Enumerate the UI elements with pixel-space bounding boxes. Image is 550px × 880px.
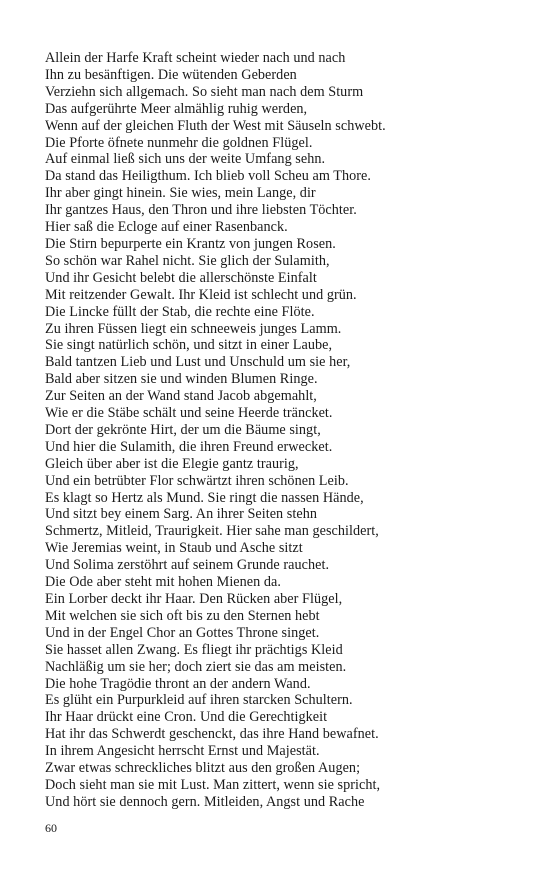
poem-line: Bald aber sitzen sie und winden Blumen Ringe. bbox=[45, 371, 318, 388]
poem-line: Verziehn sich allgemach. So sieht man nach dem Sturm bbox=[45, 83, 364, 100]
poem-line: Und in der Engel Chor an Gottes Throne singet. bbox=[45, 624, 320, 641]
poem-line: Auf einmal ließ sich uns der weite Umfang sehn. bbox=[45, 151, 326, 168]
poem-line: Gleich über aber ist die Elegie gantz traurig, bbox=[45, 455, 299, 472]
poem-line: Und hört sie dennoch gern. Mitleiden, Angst und Rache bbox=[45, 793, 365, 810]
poem-line: Zwar etwas schreckliches blitzt aus den großen Augen; bbox=[45, 760, 361, 777]
poem-line: Da stand das Heiligthum. Ich blieb voll Scheu am Thore. bbox=[45, 168, 371, 185]
poem-line: Zu ihren Füssen liegt ein schneeweis junges Lamm. bbox=[45, 320, 342, 337]
poem-line: Die Ode aber steht mit hohen Mienen da. bbox=[45, 574, 281, 591]
poem-line: So schön war Rahel nicht. Sie glich der Sulamith, bbox=[45, 252, 330, 269]
poem-line: Doch sieht man sie mit Lust. Man zittert, wenn sie spricht, bbox=[45, 776, 381, 793]
poem-line: Allein der Harfe Kraft scheint wieder nach und nach bbox=[45, 50, 346, 66]
poem-line: Sie singt natürlich schön, und sitzt in einer Laube, bbox=[45, 337, 333, 354]
poem-line: Nachläßig um sie her; doch ziert sie das am meisten. bbox=[45, 658, 347, 675]
poem-line: Hat ihr das Schwerdt geschenckt, das ihre Hand bewafnet. bbox=[45, 726, 379, 743]
poem-line: Die Lincke füllt der Stab, die rechte eine Flöte. bbox=[45, 303, 315, 320]
poem-line: Ihr aber gingt hinein. Sie wies, mein Lange, dir bbox=[45, 185, 316, 202]
poem-line: Die Pforte öfnete nunmehr die goldnen Flügel. bbox=[45, 134, 313, 151]
poem-line: Wie Jeremias weint, in Staub und Asche sitzt bbox=[45, 540, 303, 557]
poem-line: Mit welchen sie sich oft bis zu den Sternen hebt bbox=[45, 607, 320, 624]
poem-line: Und sitzt bey einem Sarg. An ihrer Seiten stehn bbox=[45, 506, 317, 523]
poem-line: Es klagt so Hertz als Mund. Sie ringt die nassen Hände, bbox=[45, 489, 364, 506]
poem-line: Ein Lorber deckt ihr Haar. Den Rücken aber Flügel, bbox=[45, 591, 343, 607]
poem-line: Ihn zu besänftigen. Die wütenden Geberden bbox=[45, 66, 297, 83]
poem-line: Bald tantzen Lieb und Lust und Unschuld um sie her, bbox=[45, 354, 351, 371]
poem-line: Und ihr Gesicht belebt die allerschönste Einfalt bbox=[45, 269, 317, 286]
poem-text bbox=[45, 50, 525, 811]
poem-line: Und ein betrübter Flor schwärtzt ihren schönen Leib. bbox=[45, 472, 349, 489]
poem-line: Schmertz, Mitleid, Traurigkeit. Hier sahe man geschildert, bbox=[45, 523, 379, 540]
poem-line: Die Stirn bepurperte ein Krantz von jungen Rosen. bbox=[45, 235, 336, 252]
poem-line: Wenn auf der gleichen Fluth der West mit Säuseln schwebt. bbox=[45, 117, 386, 134]
poem-line: Die hohe Tragödie thront an der andern Wand. bbox=[45, 675, 311, 692]
poem-line: Ihr Haar drückt eine Cron. Und die Gerechtigkeit bbox=[45, 709, 328, 726]
poem-line: Sie hasset allen Zwang. Es fliegt ihr prächtigs Kleid bbox=[45, 641, 343, 658]
poem-line: Dort der gekrönte Hirt, der um die Bäume singt, bbox=[45, 421, 321, 438]
poem-line: Hier saß die Ecloge auf einer Rasenbanck. bbox=[45, 219, 288, 236]
poem-line: In ihrem Angesicht herrscht Ernst und Majestät. bbox=[45, 743, 320, 760]
poem-line: Zur Seiten an der Wand stand Jacob abgemahlt, bbox=[45, 388, 317, 405]
page-number: 60 bbox=[45, 821, 57, 835]
poem-line: Das aufgerührte Meer almählig ruhig werden, bbox=[45, 100, 308, 117]
poem-line: Und hier die Sulamith, die ihren Freund erwecket. bbox=[45, 438, 333, 455]
poem-line: Mit reitzender Gewalt. Ihr Kleid ist schlecht und grün. bbox=[45, 286, 357, 303]
poem-line: Und Solima zerstöhrt auf seinem Grunde rauchet. bbox=[45, 557, 330, 574]
poem-line: Ihr gantzes Haus, den Thron und ihre liebsten Töchter. bbox=[45, 202, 357, 219]
poem-line: Es glüht ein Purpurkleid auf ihren starcken Schultern. bbox=[45, 692, 353, 709]
poem-line: Wie er die Stäbe schält und seine Heerde träncket. bbox=[45, 405, 333, 422]
